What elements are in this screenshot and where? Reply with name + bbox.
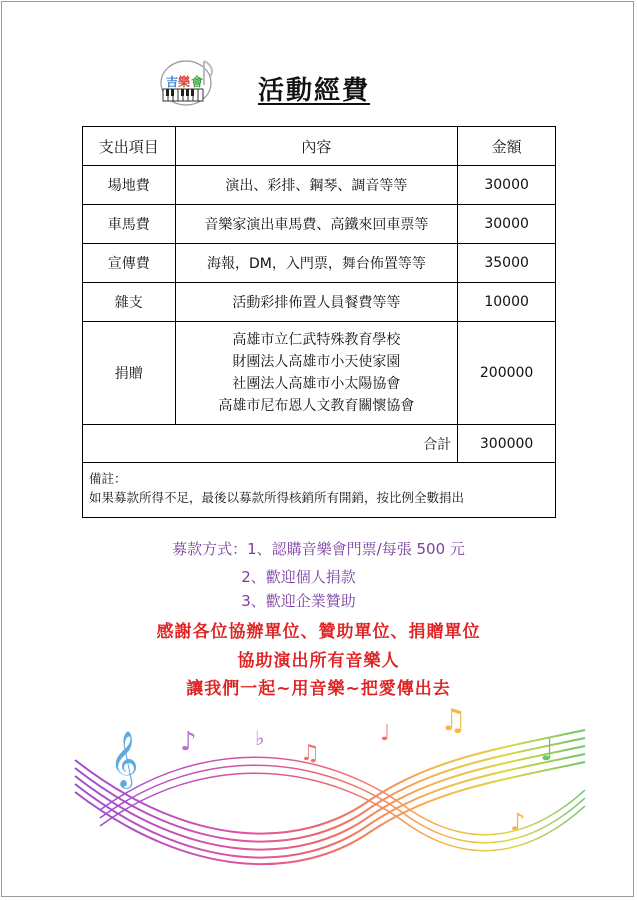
row-content: 演出、彩排、鋼琴、調音等等 <box>175 166 458 205</box>
thanks-line-1: 感謝各位協辦單位、贊助單位、捐贈單位 <box>156 622 481 642</box>
notes-row <box>83 463 556 518</box>
donation-row <box>83 322 556 425</box>
total-label: 合計 <box>83 425 458 463</box>
svg-text:♫: ♫ <box>440 703 467 738</box>
notes-cell <box>83 463 556 518</box>
donation-amount: 200000 <box>458 322 556 425</box>
row-content: 活動彩排佈置人員餐費等等 <box>175 283 458 322</box>
row-amount: 30000 <box>458 205 556 244</box>
fundraising-corporate: 3、歡迎企業贊助 <box>241 592 356 610</box>
row-item: 場地費 <box>83 166 176 205</box>
row-amount: 30000 <box>458 166 556 205</box>
table-row <box>83 205 556 244</box>
donation-recipients <box>175 322 458 425</box>
recipient: 財團法人高雄市小天使家園 <box>232 354 401 370</box>
thanks-line-2: 協助演出所有音樂人 <box>237 651 400 671</box>
thanks-line-3: 讓我們一起~用音樂~把愛傳出去 <box>186 679 451 699</box>
donation-item: 捐贈 <box>83 322 176 425</box>
page-title: 活動經費 <box>258 76 371 106</box>
total-amount: 300000 <box>458 425 556 463</box>
table-header-row <box>83 127 556 166</box>
total-row <box>83 425 556 463</box>
table-row <box>83 244 556 283</box>
header-content: 內容 <box>175 127 458 166</box>
row-content: 音樂家演出車馬費、高鐵來回車票等 <box>175 205 458 244</box>
svg-text:♩: ♩ <box>540 733 555 768</box>
row-item: 車馬費 <box>83 205 176 244</box>
fundraising-method: 募款方式：1、認購音樂會門票/每張 500 元 <box>172 540 465 558</box>
svg-text:會: 會 <box>191 75 204 89</box>
music-logo-icon <box>158 55 224 109</box>
svg-text:𝄞: 𝄞 <box>110 731 139 787</box>
row-amount: 10000 <box>458 283 556 322</box>
table-row <box>83 283 556 322</box>
svg-text:♪: ♪ <box>510 808 526 836</box>
row-content: 海報，DM，入門票，舞台佈置等等 <box>175 244 458 283</box>
row-amount: 35000 <box>458 244 556 283</box>
header-amount: 金額 <box>458 127 556 166</box>
table-row <box>83 166 556 205</box>
recipient: 高雄市立仁武特殊教育學校 <box>232 332 401 348</box>
notes-text: 如果募款所得不足，最後以募款所得核銷所有開銷，按比例全數捐出 <box>89 490 465 505</box>
recipient: 社團法人高雄市小太陽協會 <box>232 376 401 392</box>
svg-text:吉: 吉 <box>166 75 179 89</box>
rainbow-music-staff-icon <box>70 690 590 875</box>
row-item: 雜支 <box>83 283 176 322</box>
svg-text:♪: ♪ <box>180 727 197 757</box>
header-item: 支出項目 <box>83 127 176 166</box>
svg-text:♩: ♩ <box>380 721 391 746</box>
svg-text:♫: ♫ <box>300 741 320 766</box>
budget-table <box>82 126 556 518</box>
svg-text:樂: 樂 <box>178 75 191 89</box>
fundraising-individual: 2、歡迎個人捐款 <box>241 568 356 586</box>
recipient: 高雄市尼布恩人文教育關懷協會 <box>218 398 415 414</box>
svg-text:♭: ♭ <box>255 726 265 750</box>
row-item: 宣傳費 <box>83 244 176 283</box>
notes-label: 備註： <box>89 471 127 486</box>
